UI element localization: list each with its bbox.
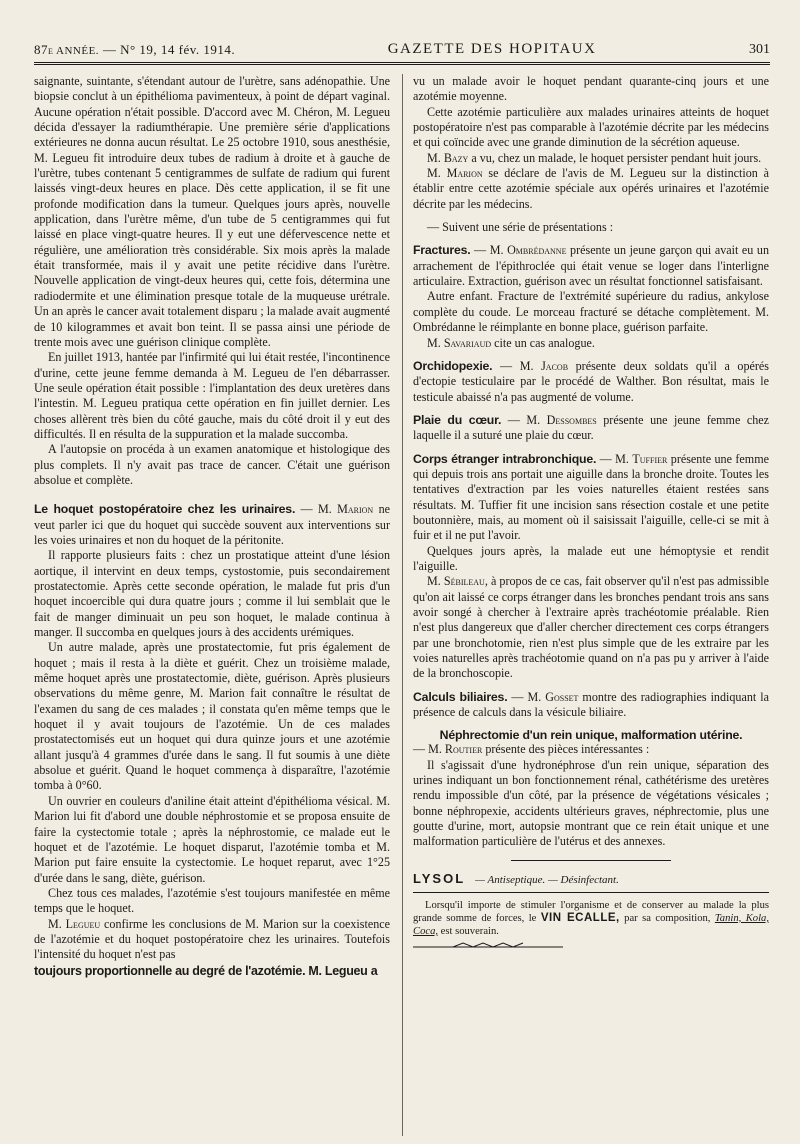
paragraph: M. Savariaud cite un cas analogue. — [427, 335, 595, 350]
author-name: Jacob — [541, 358, 569, 373]
section-heading: Calculs biliaires. — [413, 689, 508, 704]
lysol-tagline: — Antiseptique. — Désinfectant. — [475, 873, 619, 886]
author-name: Gosset — [545, 689, 579, 704]
lysol-brand: LYSOL — [413, 870, 466, 886]
issue-number: — N° 19, 14 fév. 1914. — [102, 42, 236, 57]
paragraph: saignante, suintante, s'étendant autour de l'urètre, sans adénopathie. Une biopsie conclut à un épithélioma pavimenteux, à point de départ vaginal. Aucune opération n'était possible. D'accord avec M. Chéron, M. Legueu décida d'essayer la radiumthérapie. Une première série d'applications extérieures ne donna aucun résultat. Le 25 octobre 1910, sous anesthésie, M. Legueu fit introduire deux tubes de radium à droite et à gauche de l'urètre, tubes contenant 5 centigrammes de sulfate de radium qui furent laissés vingt-deux heures en place. Dès cette application, il se fit une profonde modification dans la tumeur. Quelques jours après, nouvelle application, dans l'urètre même, d'un tube de 5 centigrammes qui fut laissé en place vingt-quatre heures. Il y eut une défervescence nette et régulière, une amélioration très considérable. Six mois après la malade était transformée, mais il y avait une petite récidive dans l'urètre. Nouvelle application de vingt-deux heures qui, cette fois, détermina une radiodermite et une élimination presque totale de la muqueuse urétrale. Un an après le cancer avait totalement disparu ; la malade avait augmenté de 10 kilogrammes et avait bon teint. Il se passa ainsi une période de trente mois avec une guérison clinique complète. — [34, 74, 390, 349]
right-column — [402, 74, 769, 1136]
vin-ecalle-advert — [413, 899, 769, 957]
paragraph: A l'autopsie on procéda à un examen anatomique et histologique des plus complets. Il n'y avait pas trace de cancer. C'était une guérison absolue et complète. — [34, 442, 390, 487]
section-heading: Le hoquet postopératoire chez les urinaires. — [34, 502, 296, 517]
left-column — [34, 74, 390, 1136]
paragraph: Il rapporte plusieurs faits : chez un prostatique atteint d'une lésion aortique, il intervint en deux temps, cystostomie, puis secondairement prostatectomie. Après cette seconde opération, le malade fut pris d'un hoquet incoercible qui dura quatre jours ; comme il lui semblait que le fait de manger diminuait un peu son hoquet, le malade continua à manger. Il succomba en quelques jours à des accidents urémiques. — [34, 548, 390, 640]
paragraph: M. Sébileau, à propos de ce cas, fait observer qu'il n'est pas admissible qu'on ait laissé ce corps étranger dans les bronches pendant trois ans sans avoir songé à chercher à l'extraire après trachéotomie préalable. Rien n'est plus dangereux que d'aller chercher directement ces corps étrangers par une bronchotomie, rien n'est plus simple que de les extraire par les voies naturelles après trachéotomie quand on n'a pas pu y arriver à l'aide de la bronchoscopie. — [413, 574, 769, 681]
author-name: Tuffier — [632, 451, 668, 466]
section-calculs-biliaires: Calculs biliaires. — M. Gosset montre des radiographies indiquant la présence de calculs dans la vésicule biliaire. — [413, 689, 769, 720]
section-orchidopexie: Orchidopexie. — M. Jacob présente deux soldats qu'il a opérés d'ectopie testiculaire par le procédé de Walther. Bon résultat, mais le testicule abaissé n'a pas augmenté de volume. — [413, 358, 769, 404]
section-heading: Corps étranger intrabronchique. — [413, 451, 597, 466]
paragraph: M. Bazy a vu, chez un malade, le hoquet persister pendant huit jours. — [427, 150, 762, 165]
paragraph: M. Marion se déclare de l'avis de M. Legueu sur la distinction à établir entre cette azotémie spéciale aux opérés urinaires et l'azotémie décrite par les médecins. — [413, 166, 769, 211]
section-fractures: Fractures. — M. Ombrédanne présente un jeune garçon qui avait eu un arrachement de l'épithroclée qui était venue se loger dans l'interligne articulaire. Extraction, guérison avec un résultat fonctionnel satisfaisant. — [413, 243, 769, 289]
ad-rule — [413, 892, 769, 893]
lysol-advert — [413, 871, 769, 886]
section-heading-nephrectomie: Néphrectomie d'un rein unique, malformation utérine. — [439, 728, 743, 743]
ornament-icon — [413, 942, 563, 952]
paragraph: Autre enfant. Fracture de l'extrémité supérieure du radius, ankylose complète du coude. Le morceau fracturé se détache complètement. M. Ombrédanne le réimplante en bonne place, guérison parfaite. — [413, 289, 769, 335]
author-name: Legueu — [65, 916, 101, 931]
paragraph: Cette azotémie particulière aux malades urinaires atteints de hoquet postopératoire n'est pas comparable à l'azotémie décrite par les médecins et qui coïncide avec une grande diminution de la sécrétion aqueuse. — [413, 104, 769, 150]
section-divider — [511, 860, 671, 861]
section-heading: Fractures. — [413, 243, 471, 258]
paragraph: Chez tous ces malades, l'azotémie s'est toujours manifestée en même temps que le hoquet. — [34, 885, 390, 916]
author-name: Marion — [446, 166, 483, 181]
section-hoquet: Le hoquet postopératoire chez les urinaires. — M. Marion ne veut parler ici que du hoquet qui succède souvent aux interventions sur les voies urinaires et non du hoquet de la péritonite. — [34, 502, 390, 547]
author-name: Ombrédanne — [507, 243, 567, 258]
paragraph: Quelques jours après, la malade eut une hémoptysie et rendit l'aiguille. — [413, 543, 769, 573]
author-name: Routier — [444, 742, 483, 757]
author-name: Bazy — [443, 150, 469, 165]
paragraph: M. Legueu confirme les conclusions de M. Marion sur la coexistence de l'azotémie et du hoquet postopératoire chez les urinaires. Toutefois l'intensité du hoquet n'est pas — [34, 916, 390, 962]
last-line: toujours proportionnelle au degré de l'azotémie. M. Legueu a — [34, 963, 378, 978]
paragraph: — M. Routier présente des pièces intéressantes : — [413, 742, 650, 757]
issue-info: 87e ANNÉE. — N° 19, 14 fév. 1914. — [34, 42, 236, 57]
author-name: Dessombes — [546, 412, 597, 427]
paragraph: vu un malade avoir le hoquet pendant quarante-cinq jours et une azotémie moyenne. — [413, 74, 769, 104]
paragraph: Il s'agissait d'une hydronéphrose d'un rein unique, séparation des urines indiquant un bon fonctionnement rénal, cathétérisme des uretères rendu impossible d'un côté, par la présence de végétations vésicales ; bonne néphropexie, accidents ultérieurs graves, néphrectomie, plus une goutte d'urine, mort, autopsie montrant que ce rein était unique et une malformation particulière de l'utérus et des annexes. — [413, 757, 769, 849]
section-plaie-du-coeur: Plaie du cœur. — M. Dessombes présente une jeune femme chez laquelle il a suturé une plaie du cœur. — [413, 412, 769, 443]
paragraph: Un autre malade, après une prostatectomie, fut pris également de hoquet ; mais il resta à la diète et guérit. Chez un troisième malade, même hoquet après une prostatectomie, diète, guérison. Après plusieurs observations du même genre, M. Marion fait connaître le résultat de l'examen du sang de ces malades ; il constata qu'en même temps que le hoquet il y avait toujours de l'azotémie. Un de ces malades prostatectomisés eut un hoquet qui dura quinze jours et une azotémie allant jusqu'à 4 grammes d'urée dans le sang. Il fut soumis à une diète absolue et guérit. Quand le hoquet commença à disparaître, l'azotémie tomba à 0°60. — [34, 640, 390, 793]
author-name: Marion — [337, 502, 374, 517]
author-name: Savariaud — [443, 335, 492, 350]
section-heading: Plaie du cœur. — [413, 412, 502, 427]
series-intro: — Suivent une série de présentations : — [427, 220, 614, 235]
ad-paragraph: Lorsqu'il importe de stimuler l'organisme et de conserver au malade la plus grande somme de forces, le VIN ECALLE, par sa composition, Tanin, Kola, Coca, est souverain. — [413, 899, 769, 937]
paragraph: Un ouvrier en couleurs d'aniline était atteint d'épithélioma vésical. M. Marion lui fit d'abord une double néphrostomie et se proposa ensuite de faire la cystectomie totale ; après la néphrostomie, ce malade eut le hoquet et de l'azotémie. Le hoquet disparut, l'azotémie tomba et M. Marion put faire ensuite la cystectomie. Le hoquet reparut, avec 1°25 d'urée dans le sang, diète, guérison. — [34, 793, 390, 885]
section-corps-etranger: Corps étranger intrabronchique. — M. Tuffier présente une femme qui depuis trois ans portait une aiguille dans la bronche droite. Toutes les tentatives d'extraction par les voies naturelles étaient restées sans résultats. M. Tuffier fit une incision sans résection costale et une petite boutonnière, mais, au moment où il saisissait l'aiguille, celle-ci se mit à fuir et il ne put l'avoir. — [413, 451, 769, 543]
ad-brand: VIN ECALLE, — [540, 911, 620, 924]
page-header — [34, 18, 770, 65]
section-heading: Orchidopexie. — [413, 358, 493, 373]
paragraph: En juillet 1913, hantée par l'infirmité qui lui était restée, l'incontinence d'urine, cette jeune femme demanda à M. Legueu de l'en débarrasser. Une seule opération était possible : l'implantation des deux uretères dans l'intestin. M. Legueu pratiqua cette opération en fin juillet dernier. Les choses allèrent très bien du côté gauche, mais du côté droit il y eut des difficultés. Il en résulta de la suppuration et la malade succomba. — [34, 350, 390, 441]
ad-ingredients: Tanin, Kola, Coca, — [413, 912, 769, 937]
author-name: Sébileau — [443, 574, 485, 589]
article-columns — [34, 74, 770, 1136]
journal-title: GAZETTE DES HOPITAUX — [387, 41, 597, 57]
page-number: 301 — [749, 42, 770, 57]
